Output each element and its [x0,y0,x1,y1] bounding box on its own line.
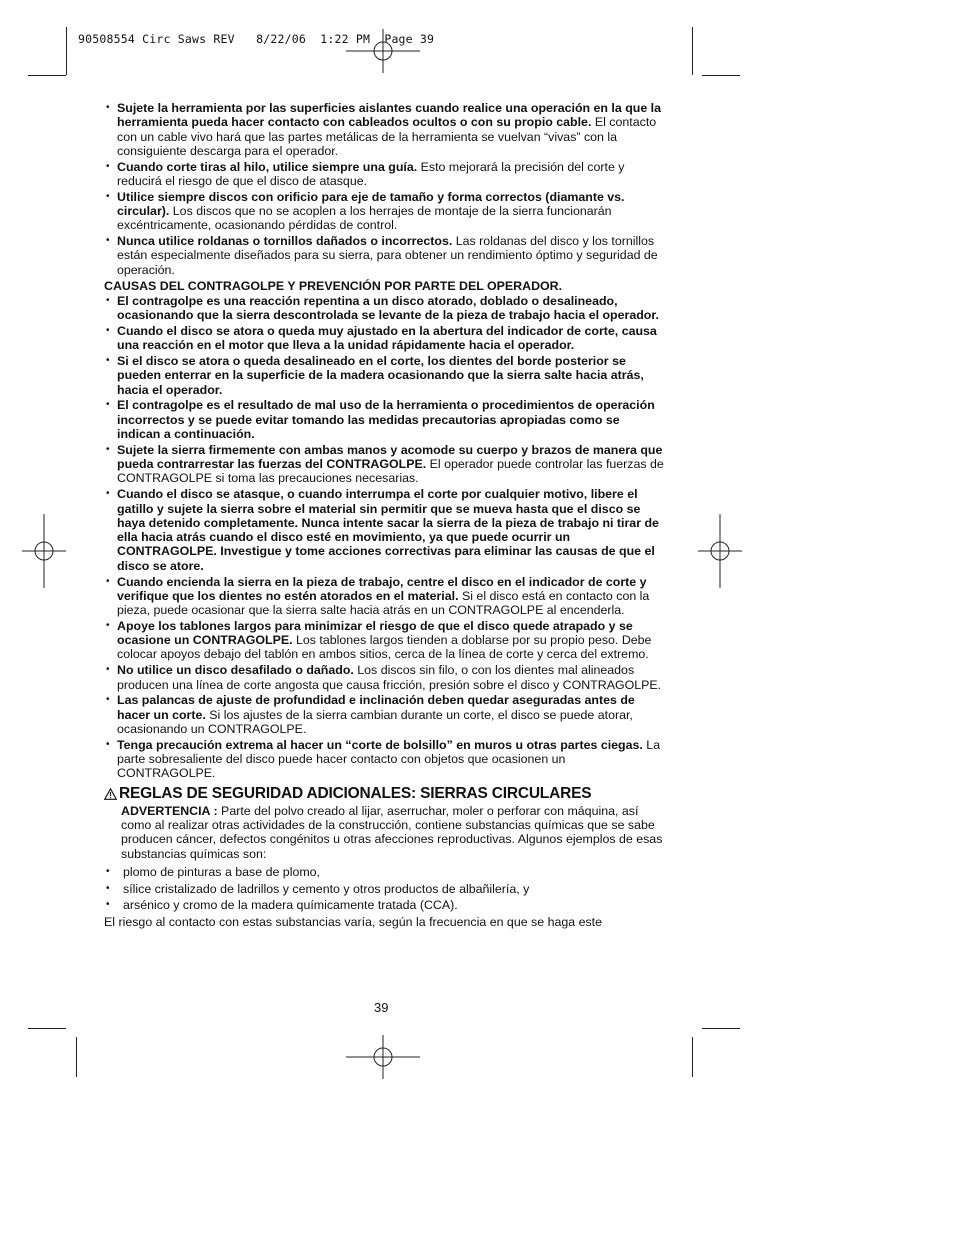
bullet-bold-text: Cuando el disco se atora o queda muy ajustado en la abertura del indicador de corte, causa una reacción en el motor que lleva a la unidad rápidamente hacia el operador. [117,323,657,353]
bullet-item [104,575,666,618]
bullet-text: El operador puede controlar las fuerzas de CONTRAGOLPE si toma las precauciones necesarias. [117,457,664,486]
bullet-item [104,101,666,158]
bullet-icon: • [106,899,110,911]
bullet-icon: • [106,160,110,172]
crop-mark-bottom-left-vertical [76,1037,77,1077]
bullet-item [104,663,666,692]
bullet-icon: • [106,399,110,411]
bullet-item [104,693,666,736]
bullet-item [104,190,666,233]
bullet-text: Las roldanas del disco y los tornillos están especialmente diseñados para su sierra, para obtener un rendimiento óptimo y seguridad de operación. [117,234,658,277]
bullet-bold-text: Sujete la herramienta por las superficies aislantes cuando realice una operación en la que la herramienta pueda hacer contacto con cableados ocultos o con su propio cable. [117,101,662,130]
bullet-icon: • [106,664,110,676]
bullet-item [104,234,666,277]
bullet-bold-text: Si el disco se atora o queda desalineado en el corte, los dientes del borde posterior se pueden enterrar en la superficie de la madera ocasionando que la sierra salte hacia atrás, hacia el operador. [117,354,644,397]
crop-mark-top-left-vertical [66,27,67,75]
bullet-text: Si el disco está en contacto con la pieza, puede ocasionar que la sierra salte hacia atrás en un CONTRAGOLPE al encenderla. [117,588,650,618]
bullet-icon: • [106,882,110,894]
registration-mark-bottom [346,1035,420,1079]
bullet-text: Los discos sin filo, o con los dientes mal alineados producen una línea de corte angosta que causa fricción, presión sobre el disco y CONTRAGOLPE. [117,663,662,692]
chemical-item [104,898,666,912]
crop-mark-bottom-right-vertical [692,1037,693,1077]
bullet-text: Los tablones largos tienden a doblarse por su propio peso. Debe colocar apoyos debajo del tablón en ambos sitios, cerca de la línea de corte y cerca del extremo. [117,633,652,662]
bullet-bold-text: No utilice un disco desafilado o dañado. [117,663,354,678]
registration-mark-top [346,29,420,73]
bullet-bold-text: El contragolpe es el resultado de mal uso de la herramienta o procedimientos de operación incorrectos y se puede evitar tomando las medidas precautorias apropiadas como se indican a continuación. [117,398,655,442]
bullet-item [104,398,666,441]
kickback-list [104,294,666,781]
registration-mark-right [698,514,742,588]
chemical-list [104,865,666,913]
warning-text: Parte del polvo creado al lijar, aserruchar, moler o perforar con máquina, así como al realizar otras actividades de la construcción, contiene substancias químicas que se sabe producen cáncer, defectos congénitos u otras afecciones reproductivas. Algunos ejemplos de esas substancias químicas son: [121,803,663,861]
bullet-icon: • [106,190,110,202]
page-number: 39 [374,1000,389,1015]
main-content [104,101,666,930]
bullet-bold-text: El contragolpe es una reacción repentina a un disco atorado, doblado o desalineado, ocasionando que la sierra descontrolada se levante de la pieza de trabajo hacia el operador. [117,293,659,323]
bullet-bold-text: Las palancas de ajuste de profundidad e inclinación deben quedar aseguradas antes de hacer un corte. [117,693,635,722]
bullet-icon: • [106,102,110,113]
bullet-item [104,354,666,397]
bullet-icon: • [106,738,110,750]
bullet-item [104,738,666,781]
bullet-item [104,294,666,323]
bullet-bold-text: Nunca utilice roldanas o tornillos dañados o incorrectos. [117,234,453,249]
bullet-bold-text: Apoye los tablones largos para minimizar el riesgo de que el disco quede atrapado y se ocasione un CONTRAGOLPE. [117,618,633,648]
chemical-text: plomo de pinturas a base de plomo, [123,864,320,879]
bullet-icon: • [106,443,110,455]
printer-slug: 90508554 Circ Saws REV 8/22/06 1:22 PM Page 39 [78,32,435,46]
bullet-icon: • [106,694,110,706]
chemical-text: sílice cristalizado de ladrillos y cemento y otros productos de albañilería, y [123,881,530,896]
bullet-icon: • [106,324,110,336]
bullet-text: La parte sobresaliente del disco puede hacer contacto con objetos que ocasionen un CONTRAGOLPE. [117,737,661,781]
general-safety-list [104,101,666,277]
bullet-text: Esto mejorará la precisión del corte y reducirá el riesgo de que el disco de atasque. [117,159,625,188]
bullet-icon: • [106,488,110,500]
warning-paragraph [104,804,666,861]
bullet-bold-text: Cuando el disco se atasque, o cuando interrumpa el corte por cualquier motivo, libere el gatillo y sujete la sierra sobre el material sin permitir que se mueva hasta que el disco se haya detenido completamente. Nunca intente sacar la sierra de la pieza de trabajo ni tirar de ella hacia atrás cuando el disco esté en movimiento, ya que puede ocurrir un CONTRAGOLPE. Investigue y tome acciones correctivas para eliminar las causas de que el disco se atore. [117,487,659,573]
bullet-text: Si los ajustes de la sierra cambian durante un corte, el disco se puede atorar, ocasionando un CONTRAGOLPE. [117,707,633,736]
bullet-item [104,160,666,189]
bullet-text: El contacto con un cable vivo hará que las partes metálicas de la herramienta se vuelvan “vivas” con la consiguiente descarga para el operador. [117,115,657,158]
bullet-bold-text: Cuando encienda la sierra en la pieza de trabajo, centre el disco en el indicador de corte y verifique que los dientes no estén atorados en el material. [117,574,647,603]
bullet-icon: • [106,235,110,247]
crop-mark-top-right-horizontal [702,75,740,76]
chemical-item [104,882,666,896]
section-heading [104,785,666,803]
bullet-icon: • [106,575,110,587]
bullet-bold-text: Utilice siempre discos con orificio para eje de tamaño y forma correctos (diamante vs. circular). [117,189,625,219]
bullet-item [104,324,666,353]
crop-mark-bottom-left-horizontal [28,1028,66,1029]
bullet-item [104,443,666,486]
bullet-icon: • [106,865,110,877]
section-heading-text: REGLAS DE SEGURIDAD ADICIONALES: SIERRAS CIRCULARES [119,784,592,802]
bullet-text: Los discos que no se acoplen a los herrajes de montaje de la sierra funcionarán excéntricamente, ocasionando pérdidas de control. [117,204,612,233]
chemical-item [104,865,666,879]
warning-triangle-icon [104,788,117,800]
warning-label: ADVERTENCIA : [121,803,218,818]
bullet-item [104,619,666,662]
closing-paragraph: El riesgo al contacto con estas substancias varía, según la frecuencia en que se haga este [104,915,602,930]
bullet-item [104,487,666,573]
bullet-bold-text: Sujete la sierra firmemente con ambas manos y acomode su cuerpo y brazos de manera que pueda contrarrestar las fuerzas del CONTRAGOLPE. [117,442,663,472]
bullet-bold-text: Cuando corte tiras al hilo, utilice siempre una guía. [117,159,418,174]
registration-mark-left [22,514,66,588]
kickback-heading: CAUSAS DEL CONTRAGOLPE Y PREVENCIÓN POR PARTE DEL OPERADOR. [104,278,563,293]
bullet-icon: • [106,294,110,306]
chemical-text: arsénico y cromo de la madera químicamente tratada (CCA). [123,898,458,913]
crop-mark-bottom-right-horizontal [702,1028,740,1029]
crop-mark-top-left-horizontal [28,75,66,76]
bullet-bold-text: Tenga precaución extrema al hacer un “corte de bolsillo” en muros u otras partes ciegas. [117,737,643,752]
bullet-icon: • [106,619,110,631]
crop-mark-top-right-vertical [692,27,693,75]
bullet-icon: • [106,355,110,367]
